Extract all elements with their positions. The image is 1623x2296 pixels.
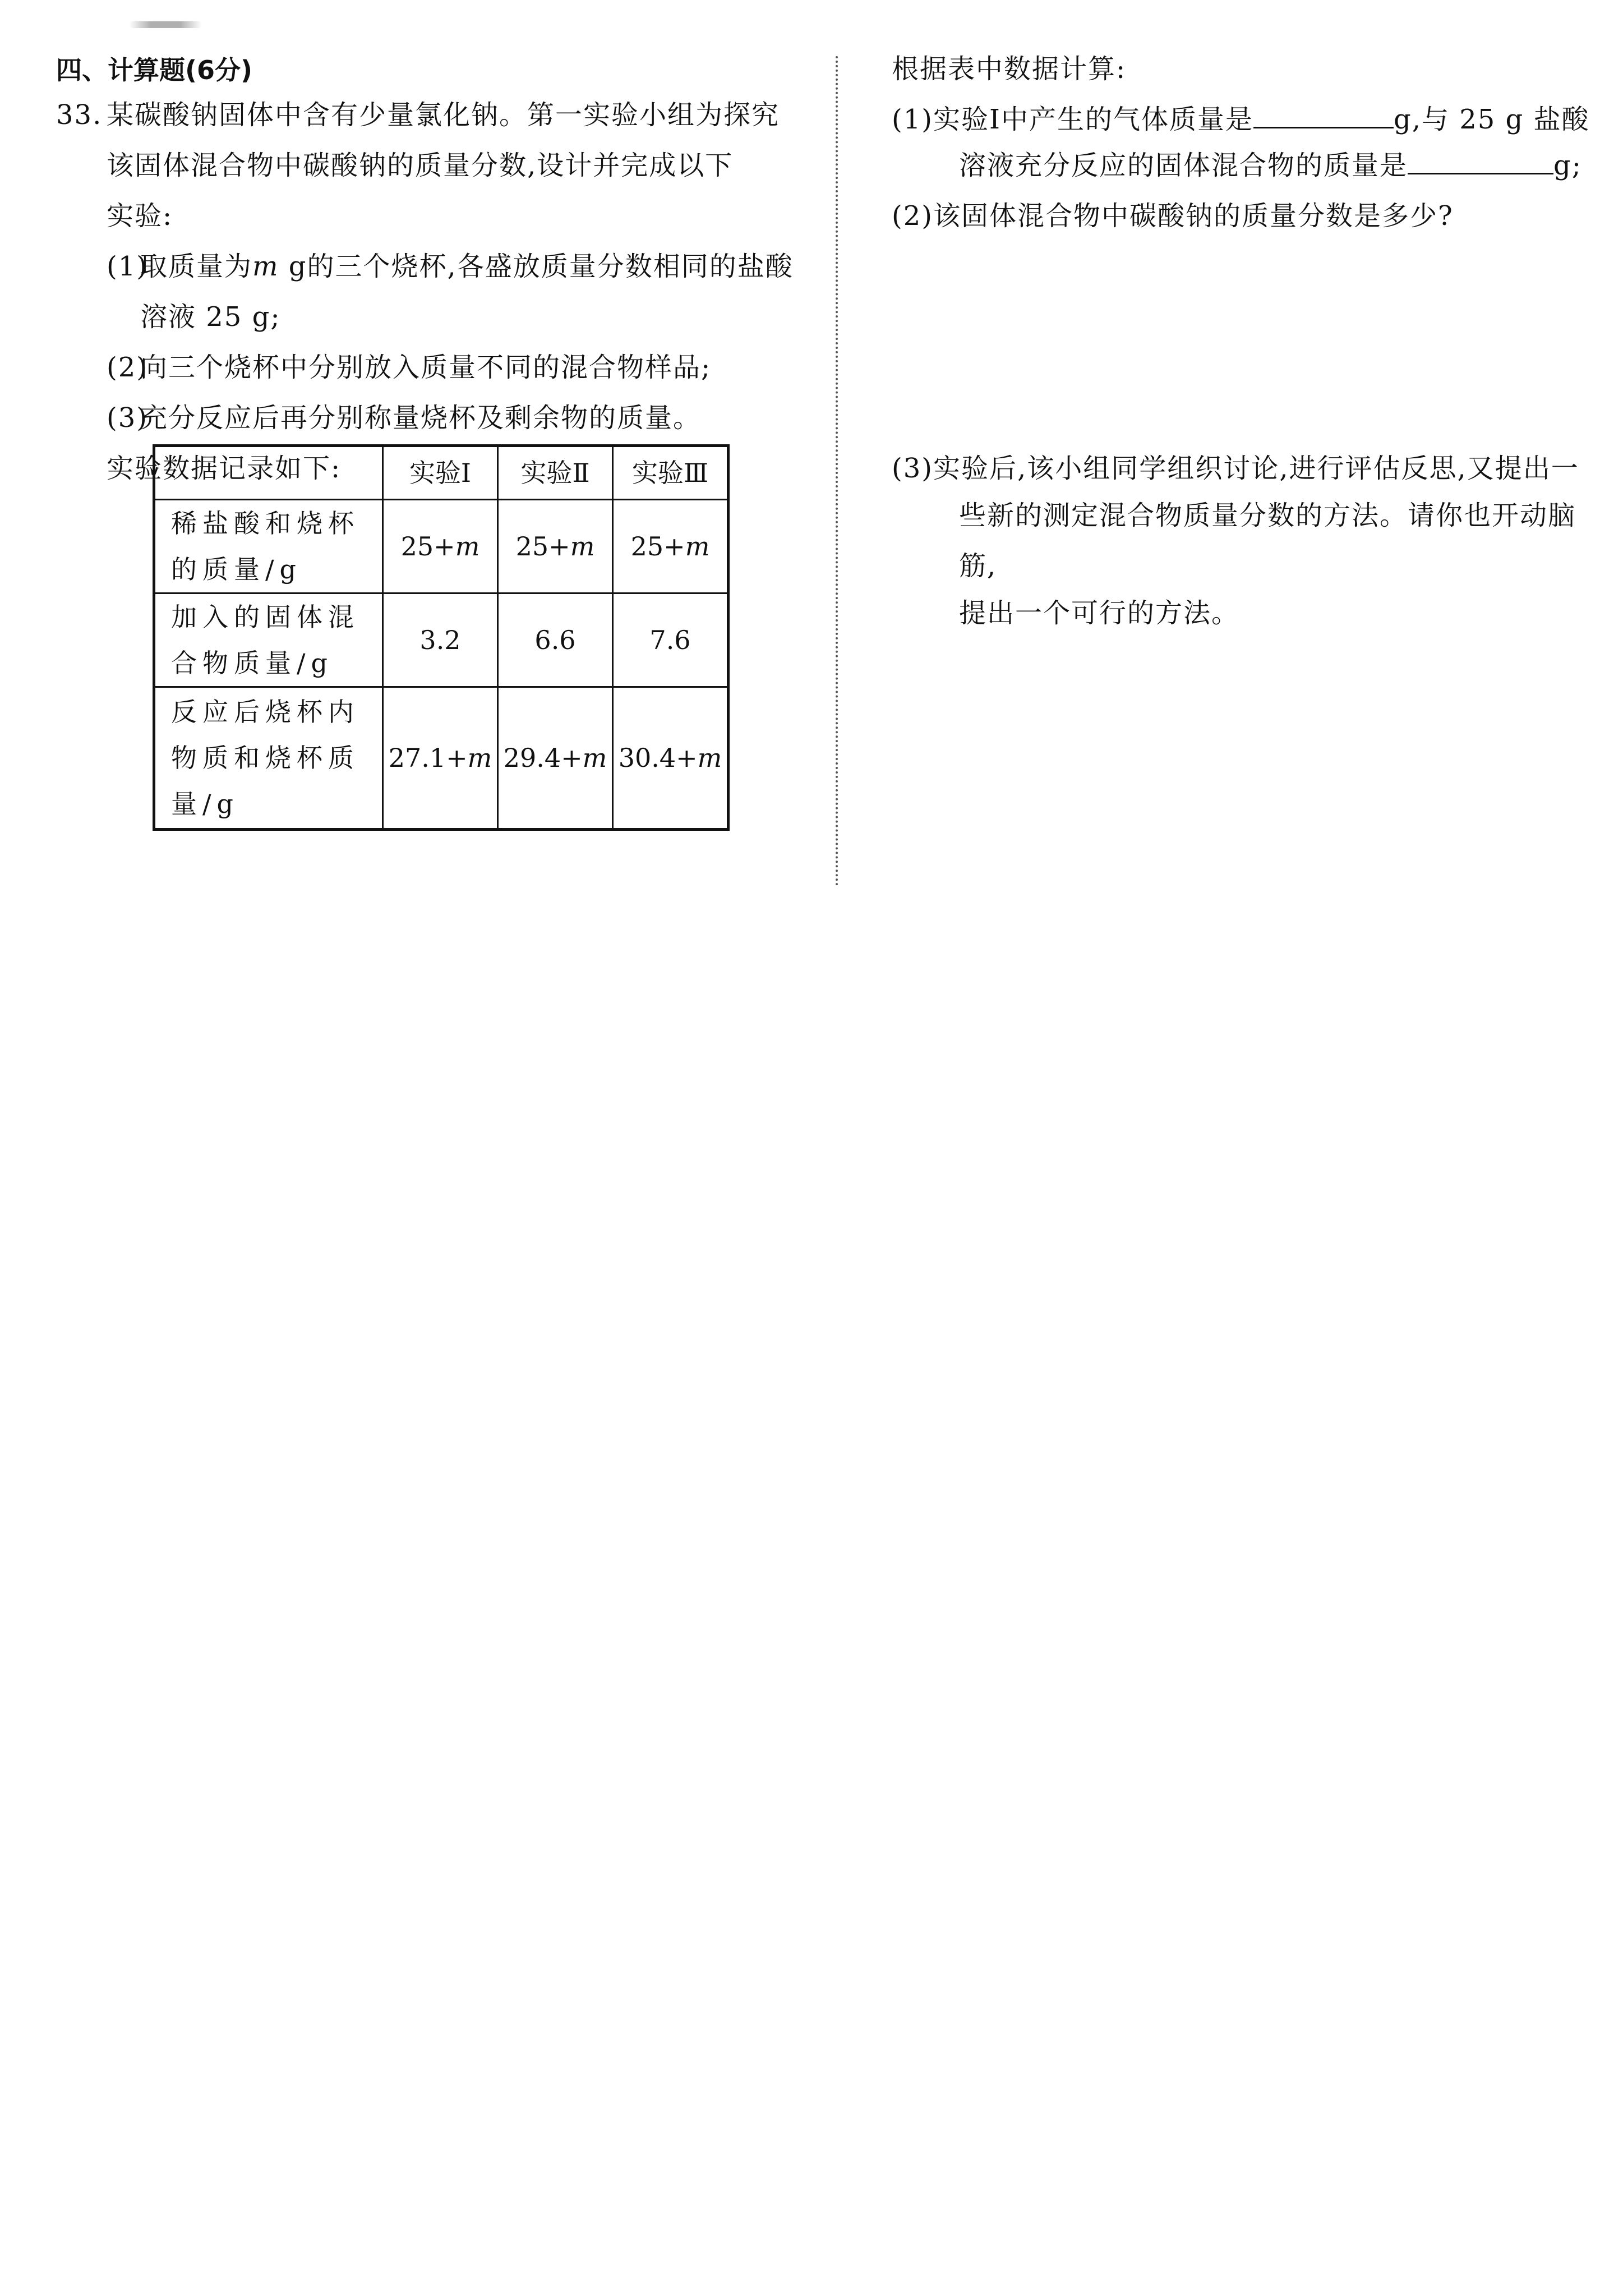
subq-1-cont: 溶液充分反应的固体混合物的质量是 g; (959, 150, 1582, 181)
table-cell: 25+m (613, 500, 728, 593)
table-cell: 25+m (498, 500, 613, 593)
table-row (154, 593, 728, 687)
scan-artifact (129, 21, 202, 28)
answer-blank-1[interactable] (1253, 104, 1394, 128)
left-column (56, 50, 819, 494)
subq-3: (3)实验后,该小组同学组织讨论,进行评估反思,又提出一 (892, 453, 1579, 484)
table-cell: 27.1+m (383, 687, 498, 830)
step-2: (2) 向三个烧杯中分别放入质量不同的混合物样品; (107, 352, 712, 383)
stem-line: 某碳酸钠固体中含有少量氯化钠。第一实验小组为探究 (107, 99, 780, 131)
table-row (154, 500, 728, 593)
table-header-cell: 实验Ⅱ (498, 446, 613, 500)
subq-1: (1)实验Ⅰ中产生的气体质量是 g,与 25 g 盐酸 (892, 104, 1590, 135)
subq-3-cont: 些新的测定混合物质量分数的方法。请你也开动脑筋, (959, 500, 1576, 582)
column-divider (836, 56, 838, 886)
table-header-cell: 实验Ⅲ (613, 446, 728, 500)
stem-line: 实验: (107, 200, 173, 232)
table-cell: 25+m (383, 500, 498, 593)
section-heading: 四、计算题(6分) (56, 55, 253, 85)
table-cell: 30.4+m (613, 687, 728, 830)
step-1: (1) 取质量为m g的三个烧杯,各盛放质量分数相同的盐酸 溶液 25 g; (56, 241, 819, 342)
table-row (154, 687, 728, 830)
right-column (892, 44, 1610, 638)
table-cell: 29.4+m (498, 687, 613, 830)
answer-blank-2[interactable] (1408, 150, 1553, 174)
table-corner-cell (154, 446, 383, 500)
step-3-text: 充分反应后再分别称量烧杯及剩余物的质量。 (140, 402, 702, 434)
calc-intro: 根据表中数据计算: (892, 53, 1127, 85)
question-number: 33. (56, 99, 103, 131)
row-label: 加入的固体混合物质量/g (154, 593, 383, 687)
subq-2: (2)该固体混合物中碳酸钠的质量分数是多少? (892, 200, 1454, 232)
step-2-text: 向三个烧杯中分别放入质量不同的混合物样品; (140, 352, 712, 383)
table-header-cell: 实验Ⅰ (383, 446, 498, 500)
table-cell: 6.6 (498, 593, 613, 687)
subq-3-cont: 提出一个可行的方法。 (959, 597, 1240, 629)
table-cell: 3.2 (383, 593, 498, 687)
table-intro: 实验数据记录如下: (107, 453, 342, 484)
row-label: 反应后烧杯内物质和烧杯质量/g (154, 687, 383, 830)
row-label: 稀盐酸和烧杯的质量/g (154, 500, 383, 593)
step-1-cont: 溶液 25 g; (140, 301, 281, 333)
question-stem (56, 90, 819, 241)
stem-line: 该固体混合物中碳酸钠的质量分数,设计并完成以下 (107, 150, 734, 181)
data-table (153, 444, 730, 831)
table-cell: 7.6 (613, 593, 728, 687)
table-header-row (154, 446, 728, 500)
step-3: (3) 充分反应后再分别称量烧杯及剩余物的质量。 (107, 402, 702, 434)
step-1-text: 取质量为m g的三个烧杯,各盛放质量分数相同的盐酸 (140, 251, 794, 282)
